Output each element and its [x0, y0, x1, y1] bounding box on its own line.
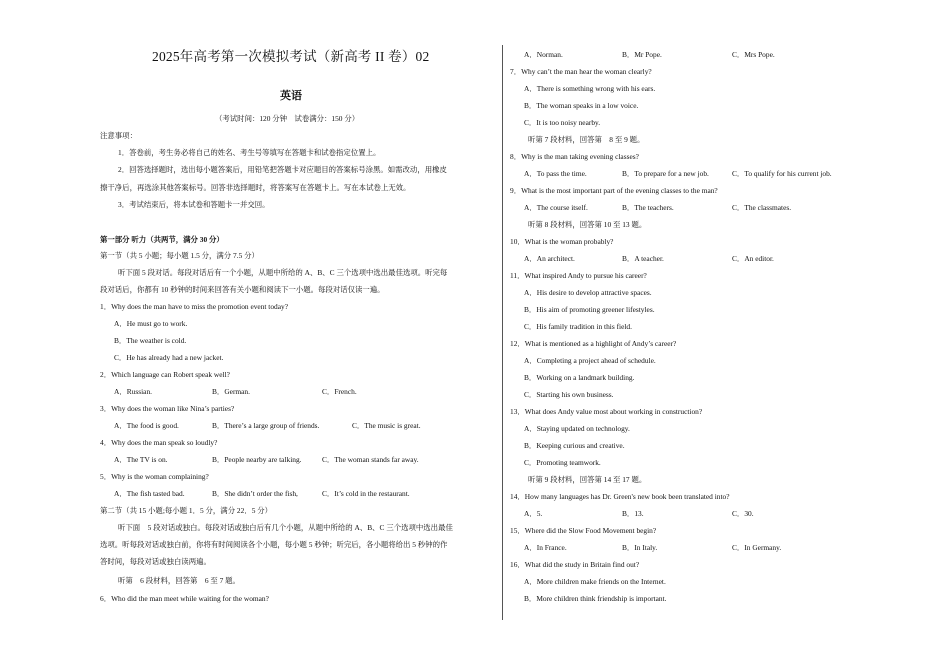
option-c: C．An editor.	[732, 254, 774, 263]
option-c: C．Starting his own business.	[524, 390, 614, 399]
page-title: 2025年高考第一次模拟考试（新高考 II 卷）02	[152, 49, 430, 64]
option-a: A．Norman.	[524, 50, 563, 59]
section2-instructions: 听下面 5 段对话或独白。每段对话或独白后有几个小题，从题中所给的 A、B、C 三个选项中选出最佳	[118, 523, 453, 532]
option-a: A．More children make friends on the Internet.	[524, 577, 666, 586]
option-b: B．The teachers.	[622, 203, 674, 212]
option-c: C．He has already had a new jacket.	[114, 353, 224, 362]
section1-instructions: 听下面 5 段对话。每段对话后有一个小题，从题中所给的 A、B、C 三个选项中选出最佳选项。听完每	[118, 268, 448, 277]
option-b: B．13.	[622, 509, 644, 518]
option-a: A．The TV is on.	[114, 455, 168, 464]
notice-item: 2．回答选择题时，选出每小题答案后，用铅笔把答题卡对应题目的答案标号涂黑。如需改动，用橡皮	[118, 165, 447, 174]
option-b: B．German.	[212, 387, 250, 396]
notice-heading: 注意事项：	[100, 131, 137, 140]
option-c: C．In Germany.	[732, 543, 782, 552]
notice-item: 3．考试结束后，将本试卷和答题卡一并交回。	[118, 200, 270, 209]
option-b: B．There’s a large group of friends.	[212, 421, 320, 430]
option-c: C．It is too noisy nearby.	[524, 118, 601, 127]
section2-heading: 第二节（共 15 小题;每小题 1．5 分，满分 22．5 分）	[100, 506, 273, 515]
question-9: 9．What is the most important part of the evening classes to the man?	[510, 186, 718, 195]
question-8: 8．Why is the man taking evening classes?	[510, 152, 639, 161]
option-c: C．30.	[732, 509, 754, 518]
option-b: B．Mr Pope.	[622, 50, 662, 59]
option-a: A．To pass the time.	[524, 169, 587, 178]
question-7: 7．Why can’t the man hear the woman clearly?	[510, 67, 652, 76]
option-b: B．She didn’t order the fish,	[212, 489, 298, 498]
question-11: 11．What inspired Andy to pursue his career?	[510, 271, 647, 280]
option-b: B．A teacher.	[622, 254, 664, 263]
notice-item: 擦干净后，再选涂其他答案标号。回答非选择题时，将答案写在答题卡上。写在本试卷上无效。	[100, 183, 411, 192]
question-15: 15．Where did the Slow Food Movement begin?	[510, 526, 657, 535]
question-6: 6．Who did the man meet while waiting for the woman?	[100, 594, 269, 603]
section1-heading: 第一节（共 5 小题；每小题 1.5 分，满分 7.5 分）	[100, 251, 259, 260]
option-c: C．Promoting teamwork.	[524, 458, 601, 467]
option-a: A．The fish tasted bad.	[114, 489, 185, 498]
subject-title: 英语	[280, 90, 302, 102]
notice-item: 1．答卷前，考生务必将自己的姓名、考生号等填写在答题卡和试卷指定位置上。	[118, 148, 381, 157]
option-c: C．Mrs Pope.	[732, 50, 775, 59]
option-b: B．To prepare for a new job.	[622, 169, 709, 178]
option-a: A．The food is good.	[114, 421, 179, 430]
option-b: B．People nearby are talking.	[212, 455, 302, 464]
question-4: 4．Why does the man speak so loudly?	[100, 438, 218, 447]
section1-instructions: 段对话后，你都有 10 秒钟的时间来回答有关小题和阅读下一小题。每段对话仅读一遍。	[100, 285, 385, 294]
option-b: B．His aim of promoting greener lifestyles.	[524, 305, 655, 314]
question-10: 10．What is the woman probably?	[510, 237, 614, 246]
option-a: A．The course itself.	[524, 203, 588, 212]
option-a: A．His desire to develop attractive spaces.	[524, 288, 652, 297]
column-divider	[502, 45, 503, 620]
question-1: 1．Why does the man have to miss the promotion event today?	[100, 302, 289, 311]
option-c: C．The music is great.	[352, 421, 421, 430]
material-8: 听第 8 段材料，回答第 10 至 13 题。	[528, 220, 647, 229]
option-a: A．Russian.	[114, 387, 152, 396]
option-b: B．More children think friendship is important.	[524, 594, 667, 603]
option-c: C．His family tradition in this field.	[524, 322, 632, 331]
question-12: 12．What is mentioned as a highlight of Andy’s career?	[510, 339, 677, 348]
option-c: C．It’s cold in the restaurant.	[322, 489, 410, 498]
option-a: A．There is something wrong with his ears.	[524, 84, 656, 93]
option-a: A．An architect.	[524, 254, 575, 263]
question-16: 16．What did the study in Britain find out?	[510, 560, 640, 569]
option-a: A．Staying updated on technology.	[524, 424, 630, 433]
option-b: B．In Italy.	[622, 543, 658, 552]
section2-instructions: 选项。听每段对话或独白前，你将有时间阅读各个小题，每小题 5 秒钟；听完后，各小题将给出 5 秒钟的作	[100, 540, 448, 549]
section2-instructions: 答时间，每段对话或独白读两遍。	[100, 557, 211, 566]
material-7: 听第 7 段材料，回答第 8 至 9 题。	[528, 135, 645, 144]
option-a: A．In France.	[524, 543, 567, 552]
option-a: A．He must go to work.	[114, 319, 188, 328]
option-c: C．The woman stands far away.	[322, 455, 419, 464]
material-6: 听第 6 段材料，回答第 6 至 7 题。	[118, 576, 240, 585]
question-2: 2．Which language can Robert speak well?	[100, 370, 230, 379]
option-b: B．The woman speaks in a low voice.	[524, 101, 639, 110]
option-b: B．Keeping curious and creative.	[524, 441, 625, 450]
question-5: 5．Why is the woman complaining?	[100, 472, 209, 481]
question-3: 3．Why does the woman like Nina’s parties?	[100, 404, 235, 413]
question-14: 14．How many languages has Dr. Green's new book been translated into?	[510, 492, 730, 501]
option-a: A．Completing a project ahead of schedule.	[524, 356, 656, 365]
option-c: C．French.	[322, 387, 357, 396]
material-9: 听第 9 段材料，回答第 14 至 17 题。	[528, 475, 647, 484]
option-c: C．The classmates.	[732, 203, 792, 212]
exam-info: （考试时间：120 分钟 试卷满分：150 分）	[215, 114, 360, 123]
part1-heading: 第一部分 听力（共两节，满分 30 分）	[100, 235, 224, 244]
option-b: B．The weather is cold.	[114, 336, 187, 345]
option-b: B．Working on a landmark building.	[524, 373, 635, 382]
option-a: A．5.	[524, 509, 543, 518]
question-13: 13．What does Andy value most about working in construction?	[510, 407, 703, 416]
option-c: C．To qualify for his current job.	[732, 169, 832, 178]
